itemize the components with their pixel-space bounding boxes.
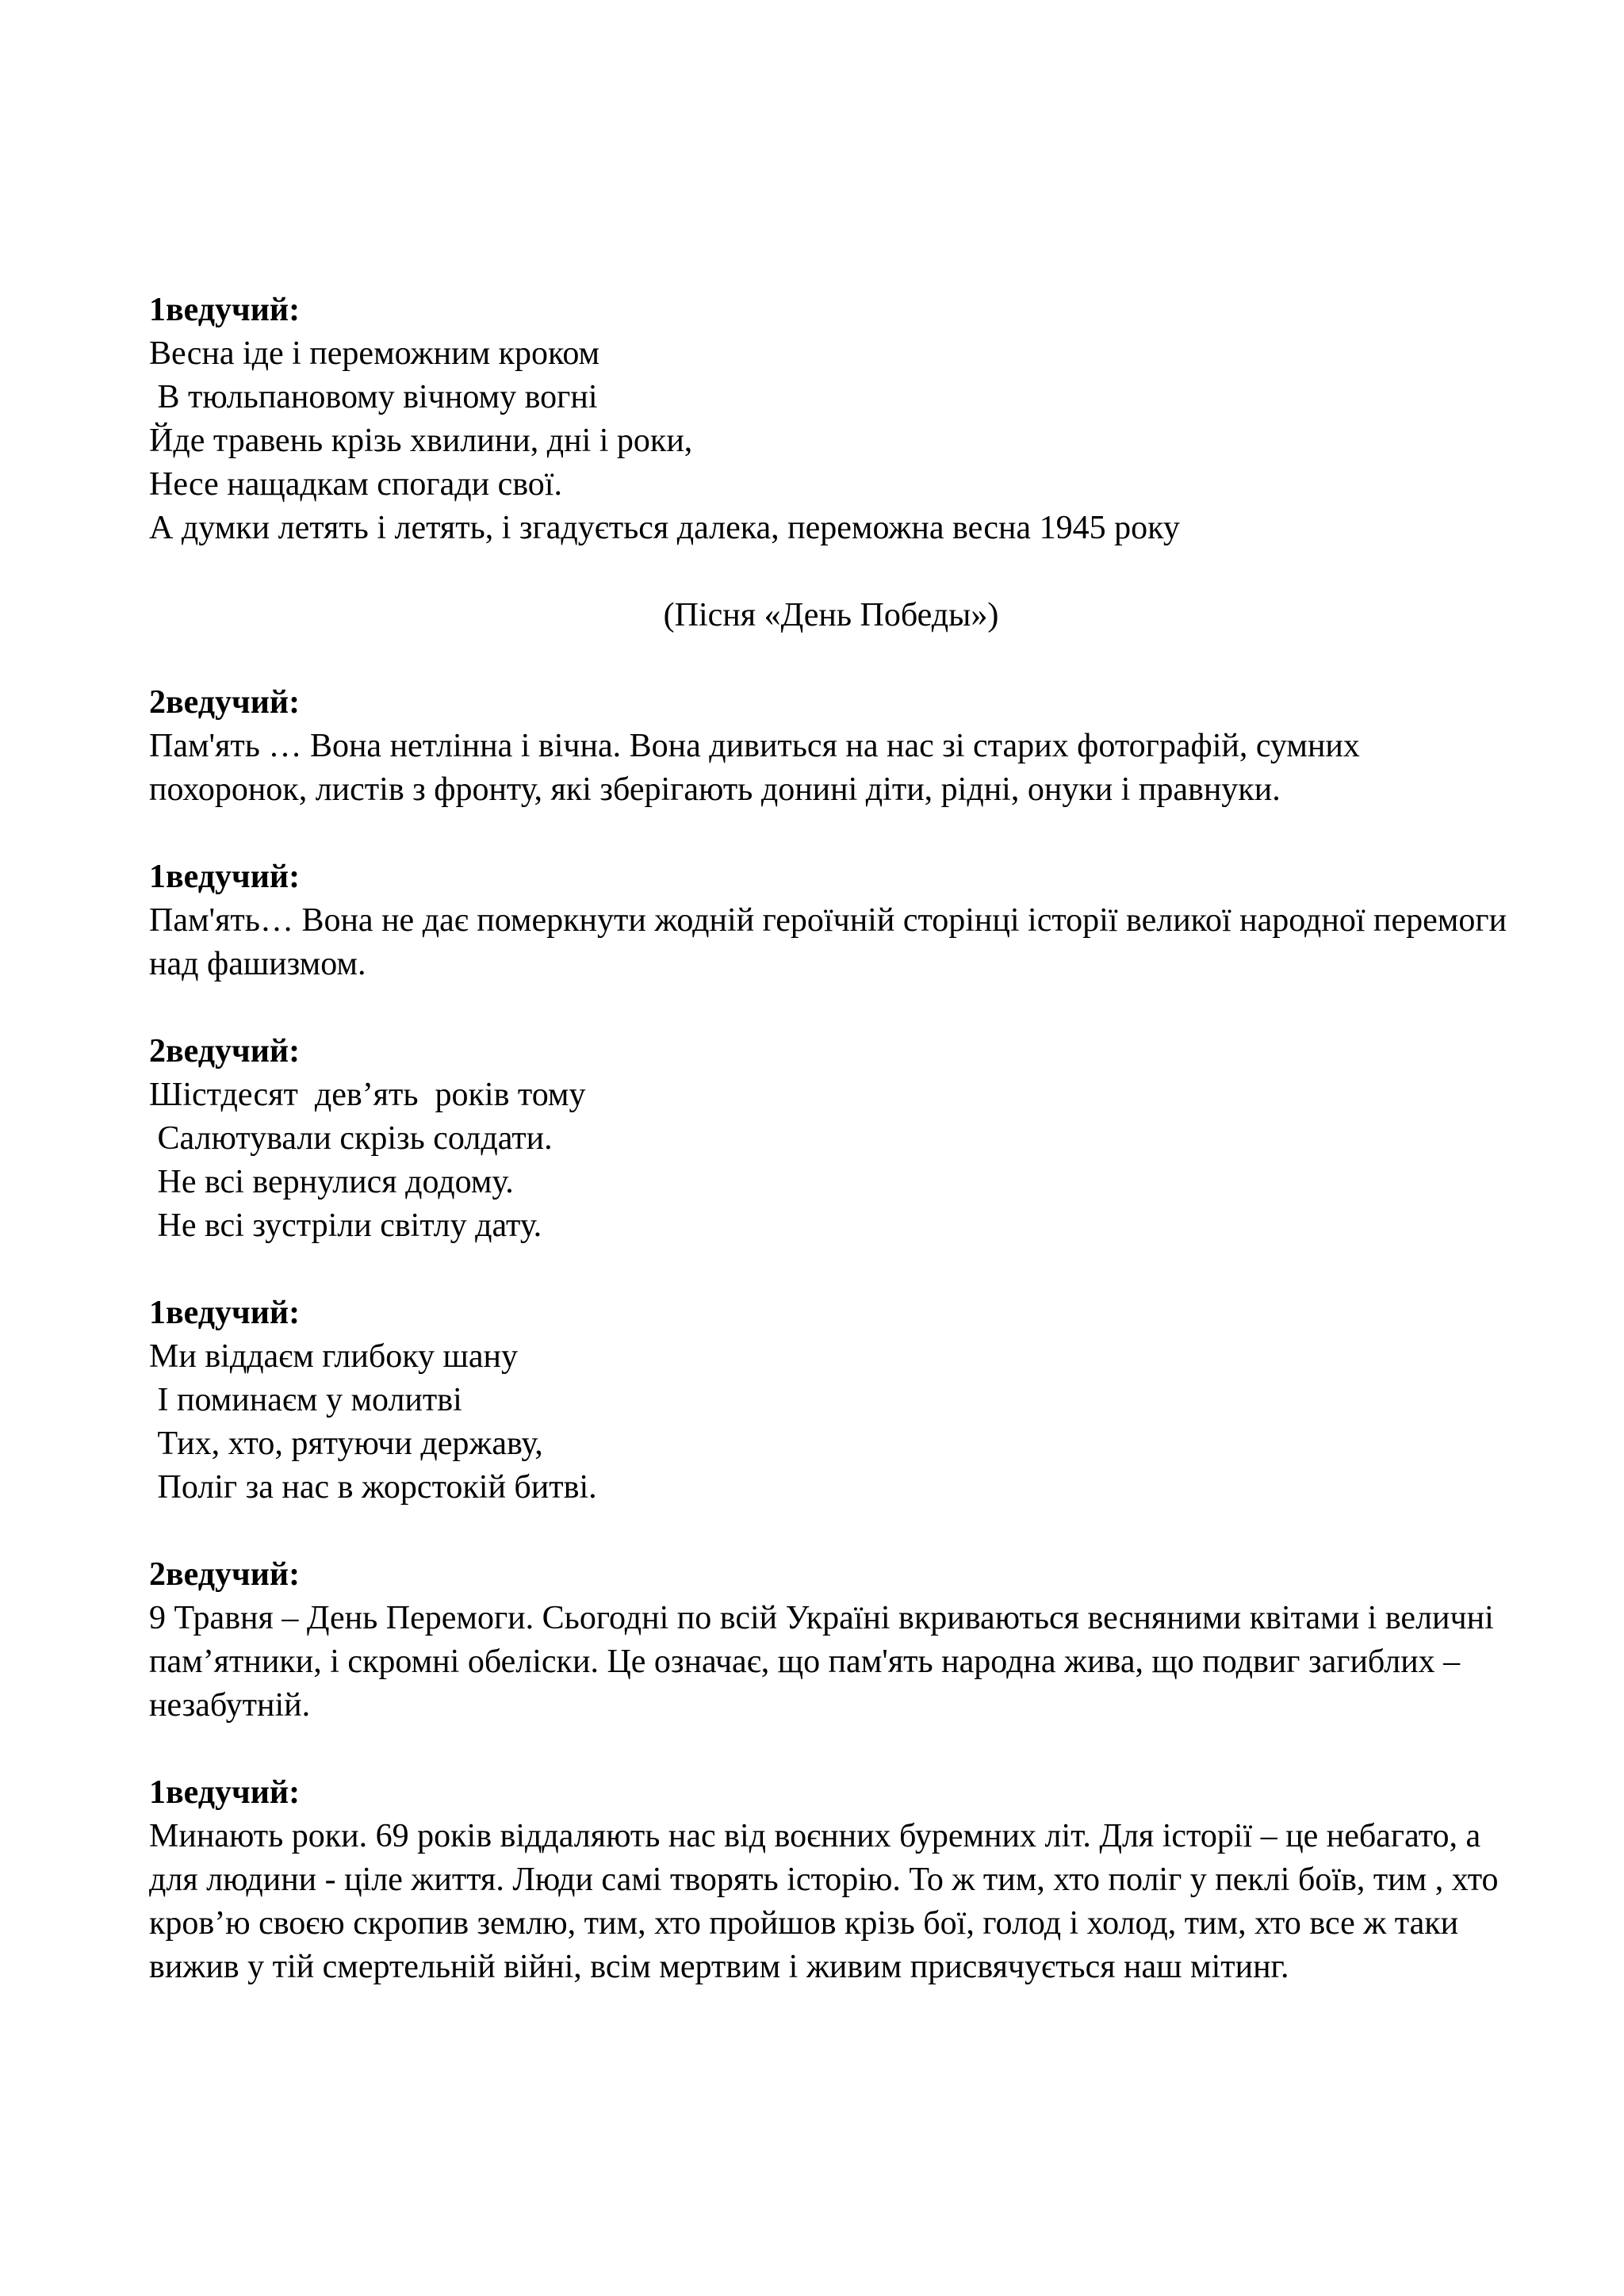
speech-text: Пам'ять… Вона не дає померкнути жодній героїчній сторінці історії великої народної перемоги над фашизмом. [149, 902, 1507, 982]
document-page [149, 289, 1513, 1989]
speech-block-5 [149, 1292, 1513, 1510]
verse-line: Поліг за нас в жорстокій битві. [149, 1469, 597, 1506]
speech-block-6 [149, 1553, 1513, 1728]
verse-line: Салютували скрізь солдати. [149, 1120, 553, 1157]
spacer [149, 1510, 1513, 1553]
verse-line: Весна іде і переможним кроком [149, 335, 600, 372]
speaker-label: 1ведучий: [149, 1295, 301, 1331]
speaker-label: 2ведучий: [149, 1033, 301, 1070]
verse-line: В тюльпановому вічному вогні [149, 379, 598, 415]
stage-direction: (Пісня «День Победы») [663, 597, 999, 633]
verse-line: А думки летять і летять, і згадується далека, переможна весна 1945 року [149, 510, 1180, 546]
verse-line: Йде травень крізь хвилини, дні і роки, [149, 423, 693, 459]
verse-line: Не всі вернулися додому. [149, 1164, 514, 1200]
spacer [149, 1248, 1513, 1292]
speaker-label: 1ведучий: [149, 859, 301, 895]
spacer [149, 550, 1513, 594]
spacer [149, 1728, 1513, 1771]
verse-line: І поминаєм у молитві [149, 1382, 462, 1418]
speech-block-1 [149, 289, 1513, 550]
speech-block-3 [149, 855, 1513, 986]
verse-line: Шістдесят дев’ять років тому [149, 1077, 586, 1113]
verse-line: Тих, хто, рятуючи державу, [149, 1425, 543, 1462]
speaker-label: 2ведучий: [149, 1556, 301, 1593]
speech-block-7 [149, 1771, 1513, 1989]
verse-line: Несе нащадкам спогади свої. [149, 466, 562, 503]
speech-block-4 [149, 1030, 1513, 1248]
speech-text: 9 Травня – День Перемоги. Сьогодні по всій Україні вкриваються весняними квітами і величні пам’ятники, і скромні обеліски. Це означає, що пам'ять народна жива, що подвиг загиблих – незабутній. [149, 1600, 1494, 1724]
spacer [149, 812, 1513, 855]
speaker-label: 1ведучий: [149, 1774, 301, 1811]
speaker-label: 1ведучий: [149, 292, 301, 328]
verse-line: Не всі зустріли світлу дату. [149, 1207, 542, 1244]
verse-line: Ми віддаєм глибоку шану [149, 1338, 518, 1375]
spacer [149, 637, 1513, 681]
speech-block-2 [149, 681, 1513, 812]
speech-text: Минають роки. 69 років віддаляють нас від воєнних буремних літ. Для історії – це небагато, а для людини - ціле життя. Люди самі творять історію. То ж тим, хто поліг у пеклі боїв, тим , хто кров’ю своєю скропив землю, тим, хто пройшов крізь бої, голод і холод, тим, хто все ж таки вижив у тій смертельній війні, всім мертвим і живим присвячується наш мітинг. [149, 1818, 1499, 1985]
speaker-label: 2ведучий: [149, 684, 301, 721]
spacer [149, 986, 1513, 1030]
speech-text: Пам'ять … Вона нетлінна і вічна. Вона дивиться на нас зі старих фотографій, сумних похоронок, листів з фронту, які зберігають донині діти, рідні, онуки і правнуки. [149, 728, 1360, 808]
